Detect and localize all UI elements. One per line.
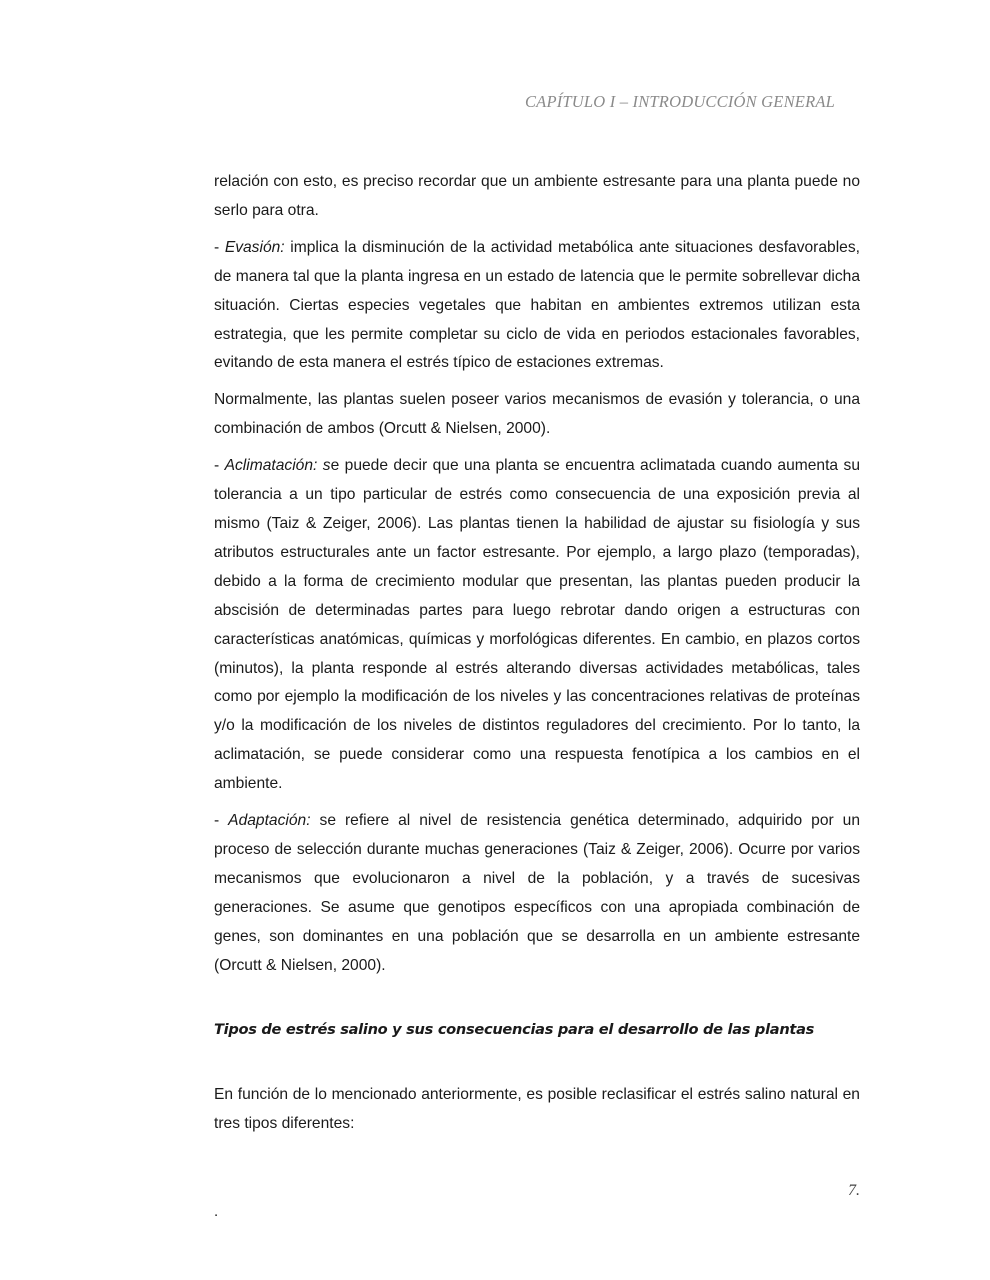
paragraph-adaptation — [214, 807, 860, 980]
term-evasion: Evasión: — [224, 238, 285, 256]
term-adaptation: Adaptación: — [228, 812, 311, 830]
list-dash: - — [214, 238, 225, 256]
paragraph-adaptation-text: se refiere al nivel de resistencia genética determinado, adquirido por un proceso de selección durante muchas generaciones (Taiz & Zeiger, 2006). Ocurre por varios mecanismos que evolucionaron a nivel de la población, y a través de sucesivas generaciones. Se asume que genotipos específicos con una apropiada combinación de genes, son dominantes en una población que se desarrolla en un ambiente estresante (Orcutt & Nielsen, 2000). — [214, 812, 860, 974]
list-dash: - — [214, 457, 225, 475]
footer-dot: . — [214, 1203, 219, 1220]
running-header: CAPÍTULO I – INTRODUCCIÓN GENERAL — [524, 92, 835, 111]
paragraph-evasion-text: implica la disminución de la actividad metabólica ante situaciones desfavorables, de manera tal que la planta ingresa en un estado de latencia que le permite sobrellevar dicha situación. Ciertas especies vegetales que habitan en ambientes extremos utilizan esta estrategia, que les permite completar su ciclo de vida en periodos estacionales favorables, evitando de esta manera el estrés típico de estaciones extremas. — [214, 238, 860, 372]
page-number: 7. — [848, 1182, 860, 1199]
section-heading: Tipos de estrés salino y sus consecuencias para el desarrollo de las plantas — [214, 1021, 815, 1039]
body-text — [214, 168, 860, 1147]
paragraph-salt-stress-types: En función de lo mencionado anteriormente, es posible reclasificar el estrés salino natural en tres tipos diferentes: — [214, 1086, 860, 1133]
paragraph-acclimation-text: e puede decir que una planta se encuentra aclimatada cuando aumenta su tolerancia a un tipo particular de estrés como consecuencia de una exposición previa al mismo (Taiz & Zeiger, 2006). Las plantas tienen la habilidad de ajustar su fisiología y sus atributos estructurales ante un factor estresante. Por ejemplo, a largo plazo (temporadas), debido a la forma de crecimiento modular que presentan, las plantas pueden producir la abscisión de determinadas partes para luego rebrotar dando origen a estructuras con características anatómicas, químicas y morfológicas diferentes. En cambio, en plazos cortos (minutos), la planta responde al estrés alterando diversas actividades metabólicas, tales como por ejemplo la modificación de los niveles y las concentraciones relativas de proteínas y/o la modificación de los niveles de distintos reguladores del crecimiento. Por lo tanto, la aclimatación, se puede considerar como una respuesta fenotípica a los cambios en el ambiente. — [214, 457, 860, 793]
paragraph-mechanisms: Normalmente, las plantas suelen poseer varios mecanismos de evasión y tolerancia, o una combinación de ambos (Orcutt & Nielsen, 2000). — [214, 391, 860, 438]
list-dash: - — [214, 812, 229, 830]
paragraph-evasion — [214, 234, 860, 379]
term-acclimation: Aclimatación: s — [224, 457, 331, 475]
paragraph-acclimation — [214, 452, 860, 799]
paragraph-continuation: relación con esto, es preciso recordar que un ambiente estresante para una planta puede no serlo para otra. — [214, 173, 860, 219]
